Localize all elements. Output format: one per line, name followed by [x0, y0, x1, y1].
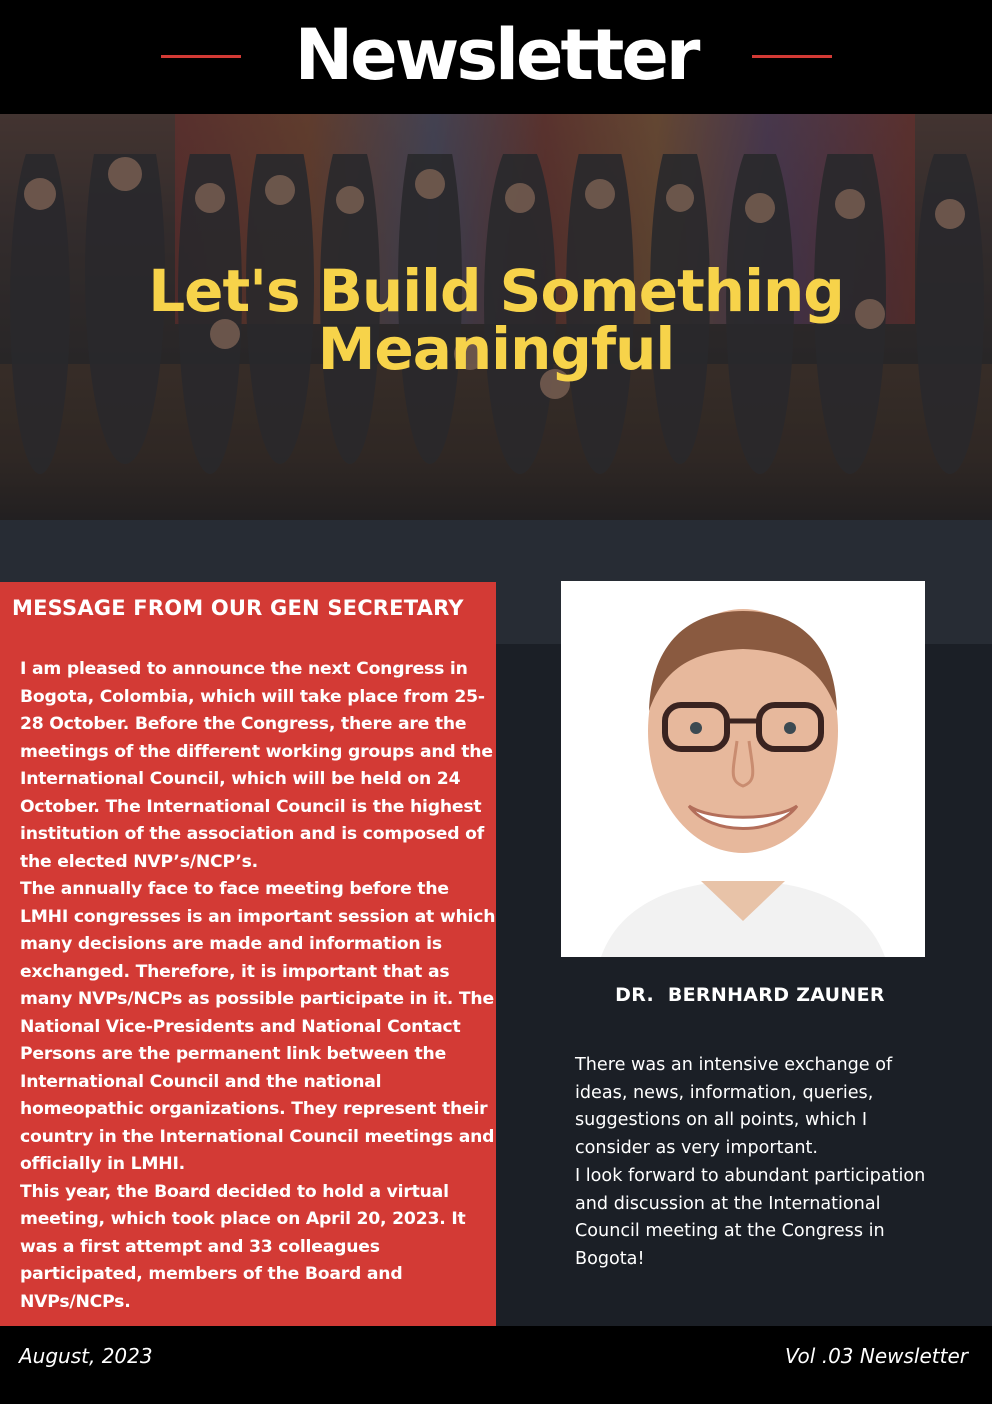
newsletter-footer [0, 1326, 992, 1404]
message-body [20, 656, 498, 1316]
issue-date: August, 2023 [19, 1344, 153, 1368]
hero-headline-line1: Let's Build Something [148, 257, 844, 325]
message-paragraph-1: I am pleased to announce the next Congress in Bogota, Colombia, which will take place from 25-28 October. Before the Congress, there are the meetings of the different working groups and the International Council, which will be held on 24 October. The International Council is the highest institution of the association and is composed of the elected NVP’s/NCP’s. [20, 659, 493, 872]
message-paragraph-3: This year, the Board decided to hold a virtual meeting, which took place on April 20, 2023. It was a first attempt and 33 colleagues participated, members of the Board and NVPs/NCPs. [20, 1181, 466, 1312]
message-heading: MESSAGE FROM OUR GEN SECRETARY [12, 596, 464, 620]
portrait-photo [561, 581, 925, 957]
hero-headline-line2: Meaningful [317, 315, 675, 383]
message-paragraph-2: The annually face to face meeting before the LMHI congresses is an important session at which many decisions are made and information is exchanged. Therefore, it is important that as many NVPs/NCPs as possible participate in it. The National Vice-Presidents and National Contact Persons are the permanent link between the International Council and the national homeopathic organizations. They represent their country in the International Council meetings and officially in LMHI. [20, 879, 496, 1174]
portrait-illustration [561, 581, 925, 957]
header-rule-right [752, 55, 832, 58]
quote-paragraph-2: I look forward to abundant participation and discussion at the International Council meeting at the Congress in Bogota! [575, 1165, 926, 1269]
issue-volume: Vol .03 Newsletter [785, 1344, 968, 1368]
quote-paragraph-1: There was an intensive exchange of ideas, news, information, queries, suggestions on all points, which I consider as very important. [575, 1055, 893, 1159]
newsletter-title: Newsletter [294, 14, 698, 96]
profile-name: DR. BERNHARD ZAUNER [615, 984, 885, 1006]
newsletter-header [0, 0, 992, 114]
profile-quote [575, 1052, 947, 1274]
hero-banner [0, 114, 992, 520]
hero-headline [0, 257, 992, 383]
